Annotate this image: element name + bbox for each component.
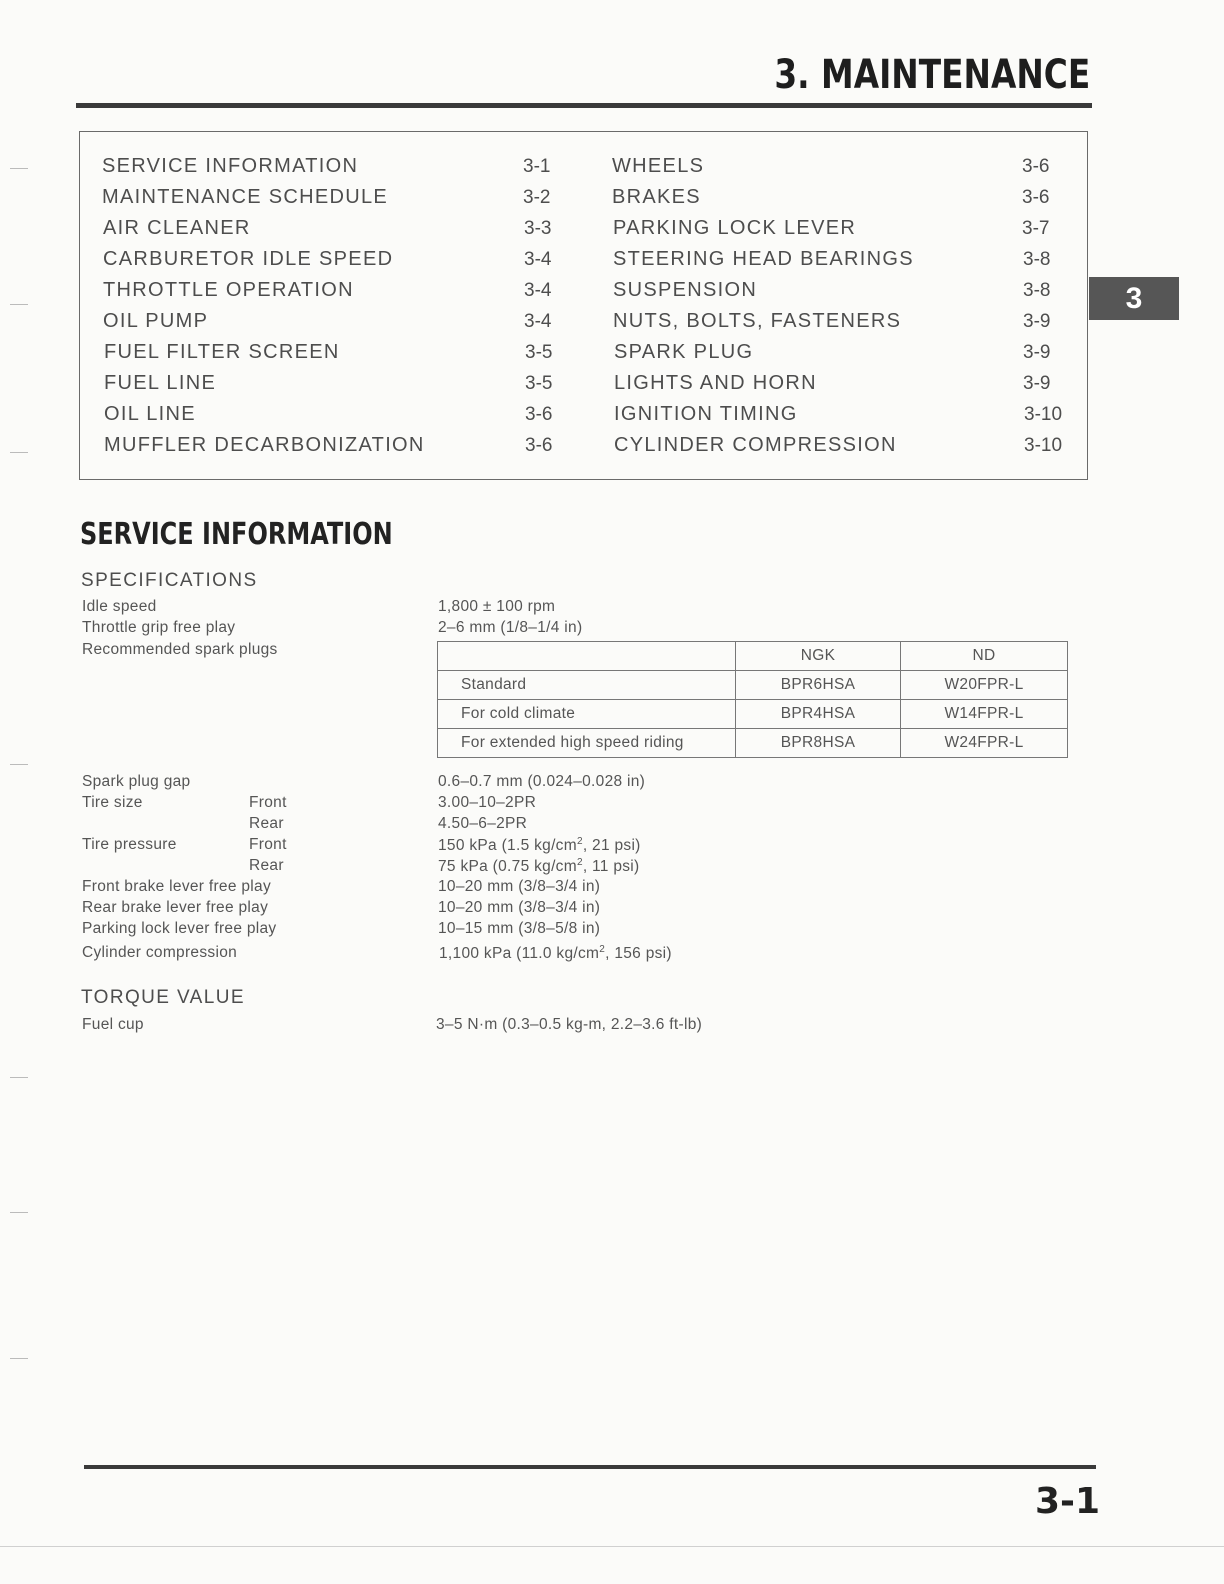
toc-page: 3-9 <box>1023 342 1051 363</box>
spec-label: Parking lock lever free play <box>82 920 277 937</box>
superscript: 2 <box>576 836 583 847</box>
specifications-heading: SPECIFICATIONS <box>81 570 258 591</box>
header-rule <box>76 103 1092 108</box>
spec-value: 3–5 N·m (0.3–0.5 kg-m, 2.2–3.6 ft-lb) <box>436 1016 703 1033</box>
table-row <box>438 729 1068 758</box>
spec-value: 4.50–6–2PR <box>438 815 528 832</box>
spec-value: 0.6–0.7 mm (0.024–0.028 in) <box>438 773 646 790</box>
table-cell: For extended high speed riding <box>438 729 736 758</box>
table-header-cell: NGK <box>736 642 901 671</box>
toc-item[interactable]: AIR CLEANER <box>103 217 251 239</box>
toc-page: 3-3 <box>524 218 552 239</box>
toc-item[interactable]: CARBURETOR IDLE SPEED <box>103 248 394 270</box>
table-cell: Standard <box>438 671 736 700</box>
spec-value: 10–15 mm (3/8–5/8 in) <box>438 920 601 937</box>
torque-heading: TORQUE VALUE <box>81 987 245 1008</box>
scan-edge <box>0 1546 1224 1547</box>
chapter-tab: 3 <box>1089 277 1179 320</box>
toc-item[interactable]: MUFFLER DECARBONIZATION <box>104 434 425 456</box>
spark-plug-table <box>437 641 1068 758</box>
toc-page: 3-8 <box>1023 249 1051 270</box>
value-text: 75 kPa (0.75 kg/cm <box>438 858 577 876</box>
toc-page: 3-4 <box>524 249 552 270</box>
value-text: , 21 psi) <box>582 837 641 855</box>
toc-item[interactable]: MAINTENANCE SCHEDULE <box>102 186 389 208</box>
spec-value <box>438 857 640 876</box>
toc-item[interactable]: STEERING HEAD BEARINGS <box>613 248 914 270</box>
superscript: 2 <box>576 857 583 868</box>
spec-label: Spark plug gap <box>82 773 191 790</box>
table-header-row <box>438 642 1068 671</box>
superscript: 2 <box>599 944 606 955</box>
toc-page: 3-2 <box>523 187 551 208</box>
toc-item[interactable]: THROTTLE OPERATION <box>103 279 354 301</box>
spec-label: Tire pressure <box>82 836 177 853</box>
toc-page: 3-7 <box>1022 218 1050 239</box>
spec-value: 1,800 ± 100 rpm <box>438 598 556 615</box>
toc-page: 3-10 <box>1024 435 1063 456</box>
toc-page: 3-5 <box>525 342 553 363</box>
chapter-title: 3. MAINTENANCE <box>774 52 1090 98</box>
spec-label: Front brake lever free play <box>82 878 272 895</box>
table-cell: W20FPR-L <box>901 671 1068 700</box>
toc-item[interactable]: OIL LINE <box>104 403 196 425</box>
toc-item[interactable]: PARKING LOCK LEVER <box>613 217 857 239</box>
toc-page: 3-8 <box>1023 280 1051 301</box>
toc-page: 3-6 <box>525 404 553 425</box>
table-cell: W24FPR-L <box>901 729 1068 758</box>
table-row <box>438 700 1068 729</box>
toc-box <box>79 131 1088 480</box>
toc-item[interactable]: NUTS, BOLTS, FASTENERS <box>613 310 902 332</box>
spec-sublabel: Rear <box>249 857 284 874</box>
spec-value <box>439 944 672 963</box>
toc-item[interactable]: WHEELS <box>612 155 705 177</box>
toc-item[interactable]: SUSPENSION <box>613 279 758 301</box>
toc-item[interactable]: FUEL LINE <box>104 372 217 394</box>
spec-value: 10–20 mm (3/8–3/4 in) <box>438 899 601 916</box>
margin-mark <box>10 1212 28 1213</box>
spec-label: Cylinder compression <box>82 944 238 961</box>
toc-page: 3-6 <box>1022 156 1050 177</box>
spec-label: Throttle grip free play <box>82 619 236 636</box>
toc-page: 3-9 <box>1023 373 1051 394</box>
margin-mark <box>10 764 28 765</box>
page-number: 3-1 <box>1034 1481 1100 1522</box>
toc-item[interactable]: CYLINDER COMPRESSION <box>614 434 897 456</box>
spec-label: Idle speed <box>82 598 157 615</box>
section-heading: SERVICE INFORMATION <box>80 517 393 552</box>
margin-mark <box>10 1077 28 1078</box>
toc-item[interactable]: SERVICE INFORMATION <box>102 155 359 177</box>
table-cell: BPR4HSA <box>736 700 901 729</box>
spec-value: 10–20 mm (3/8–3/4 in) <box>438 878 601 895</box>
spec-value: 3.00–10–2PR <box>438 794 537 811</box>
toc-item[interactable]: IGNITION TIMING <box>614 403 798 425</box>
value-text: 1,100 kPa (11.0 kg/cm <box>439 945 600 963</box>
spec-sublabel: Rear <box>249 815 284 832</box>
spec-value <box>438 836 641 855</box>
spec-sublabel: Front <box>249 836 287 853</box>
toc-item[interactable]: SPARK PLUG <box>614 341 754 363</box>
value-text: , 156 psi) <box>605 945 672 963</box>
toc-page: 3-4 <box>524 280 552 301</box>
spec-label: Tire size <box>82 794 143 811</box>
margin-mark <box>10 452 28 453</box>
toc-item[interactable]: BRAKES <box>612 186 701 208</box>
spec-label: Rear brake lever free play <box>82 899 269 916</box>
toc-item[interactable]: OIL PUMP <box>103 310 209 332</box>
toc-page: 3-10 <box>1024 404 1063 425</box>
value-text: , 11 psi) <box>582 858 640 876</box>
toc-item[interactable]: FUEL FILTER SCREEN <box>104 341 340 363</box>
margin-mark <box>10 1358 28 1359</box>
spec-label: Fuel cup <box>82 1016 144 1033</box>
spec-value: 2–6 mm (1/8–1/4 in) <box>438 619 583 636</box>
table-cell: W14FPR-L <box>901 700 1068 729</box>
toc-page: 3-6 <box>525 435 553 456</box>
spec-label: Recommended spark plugs <box>82 641 278 658</box>
toc-page: 3-9 <box>1023 311 1051 332</box>
table-header-cell: ND <box>901 642 1068 671</box>
toc-page: 3-5 <box>525 373 553 394</box>
toc-page: 3-6 <box>1022 187 1050 208</box>
value-text: 150 kPa (1.5 kg/cm <box>438 837 577 855</box>
toc-page: 3-1 <box>523 156 551 177</box>
toc-item[interactable]: LIGHTS AND HORN <box>614 372 817 394</box>
table-row <box>438 671 1068 700</box>
table-cell <box>438 642 736 671</box>
table-cell: BPR8HSA <box>736 729 901 758</box>
table-cell: For cold climate <box>438 700 736 729</box>
toc-page: 3-4 <box>524 311 552 332</box>
table-cell: BPR6HSA <box>736 671 901 700</box>
spec-sublabel: Front <box>249 794 287 811</box>
margin-mark <box>10 304 28 305</box>
footer-rule <box>84 1465 1096 1469</box>
margin-mark <box>10 168 28 169</box>
